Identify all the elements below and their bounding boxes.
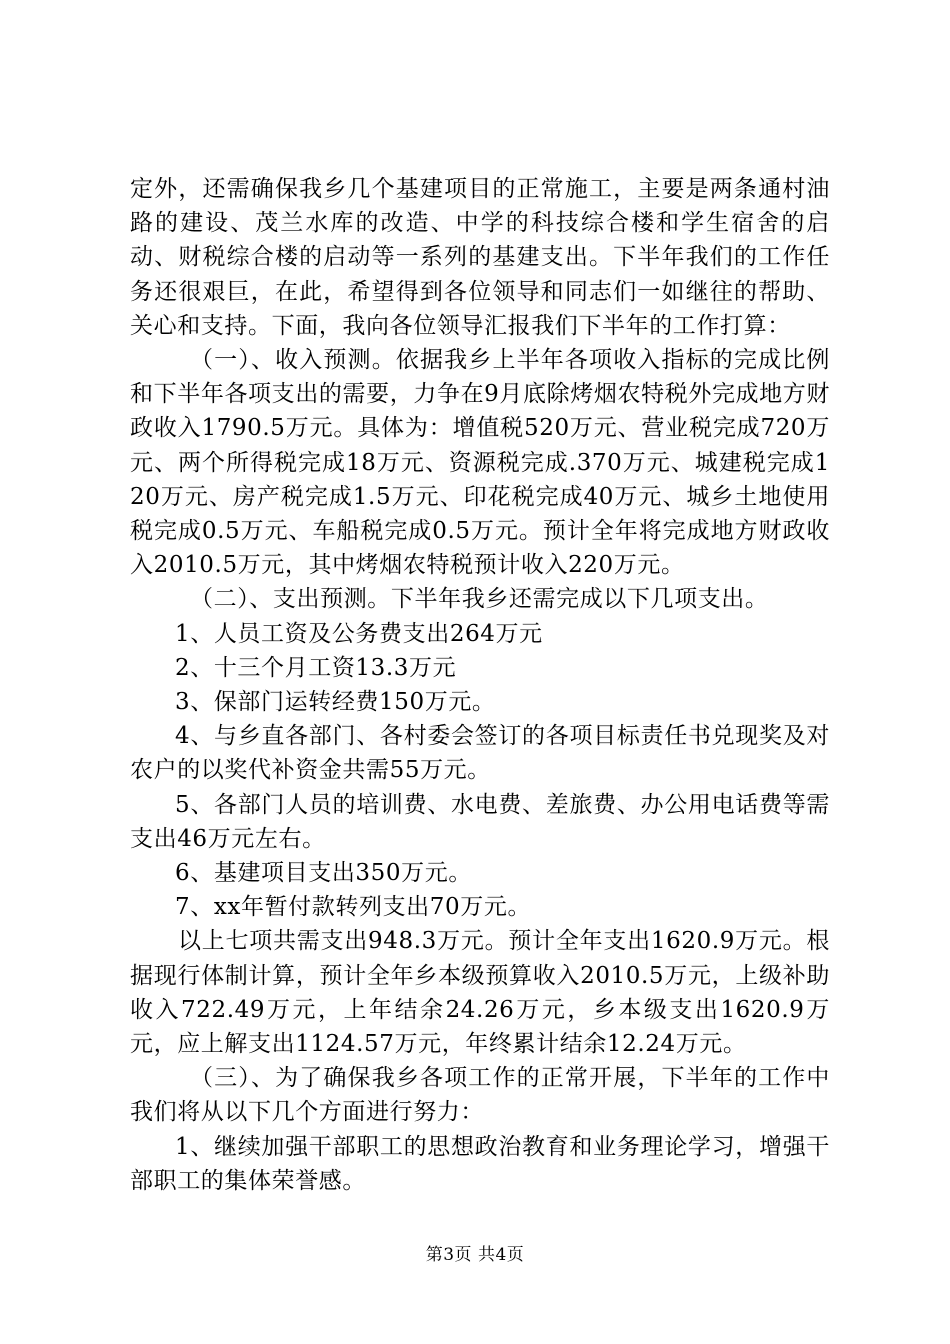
list-item-expense-7: 7、xx年暂付款转列支出70万元。 xyxy=(175,894,532,921)
page-footer: 第3页 共4页 xyxy=(425,1245,525,1265)
list-item-expense-4: 4、与乡直各部门、各村委会签订的各项目标责任书兑现奖及对农户的以奖代补资金共需55万元。 xyxy=(130,723,830,784)
paragraph-income-forecast: （一）、收入预测。依据我乡上半年各项收入指标的完成比例和下半年各项支出的需要，力争在9月底除烤烟农特税外完成地方财政收入1790.5万元。具体为：增值税520万元、营业税完成720万元、两个所得税完成18万元、资源税完成.370万元、城建税完成120万元、房产税完成1.5万元、印花税完成40万元、城乡土地使用税完成0.5万元、车船税完成0.5万元。预计全年将完成地方财政收入2010.5万元，其中烤烟农特税预计收入220万元。 xyxy=(130,347,830,579)
paragraph-continuation: 定外，还需确保我乡几个基建项目的正常施工，主要是两条通村油路的建设、茂兰水库的改造、中学的科技综合楼和学生宿舍的启动、财税综合楼的启动等一系列的基建支出。下半年我们的工作任务还很艰巨，在此，希望得到各位领导和同志们一如继往的帮助、关心和支持。下面，我向各位领导汇报我们下半年的工作打算： xyxy=(130,176,830,339)
paragraph-expense-summary: 以上七项共需支出948.3万元。预计全年支出1620.9万元。根据现行体制计算，预计全年乡本级预算收入2010.5万元，上级补助收入722.49万元，上年结余24.26万元，乡本级支出1620.9万元，应上解支出1124.57万元，年终累计结余12.24万元。 xyxy=(130,928,830,1058)
paragraph-work-measures: （三）、为了确保我乡各项工作的正常开展，下半年的工作中我们将从以下几个方面进行努力： xyxy=(130,1065,830,1126)
list-item-measure-1: 1、继续加强干部职工的思想政治教育和业务理论学习，增强干部职工的集体荣誉感。 xyxy=(130,1133,830,1194)
paragraph-expense-forecast: （二）、支出预测。下半年我乡还需完成以下几项支出。 xyxy=(190,586,769,613)
list-item-expense-2: 2、十三个月工资13.3万元 xyxy=(175,654,457,681)
list-item-expense-3: 3、保部门运转经费150万元。 xyxy=(175,689,496,716)
list-item-expense-1: 1、人员工资及公务费支出264万元 xyxy=(175,620,543,647)
list-item-expense-5: 5、各部门人员的培训费、水电费、差旅费、办公用电话费等需支出46万元左右。 xyxy=(130,791,830,852)
document-body xyxy=(130,172,830,1198)
list-item-expense-6: 6、基建项目支出350万元。 xyxy=(175,860,472,887)
